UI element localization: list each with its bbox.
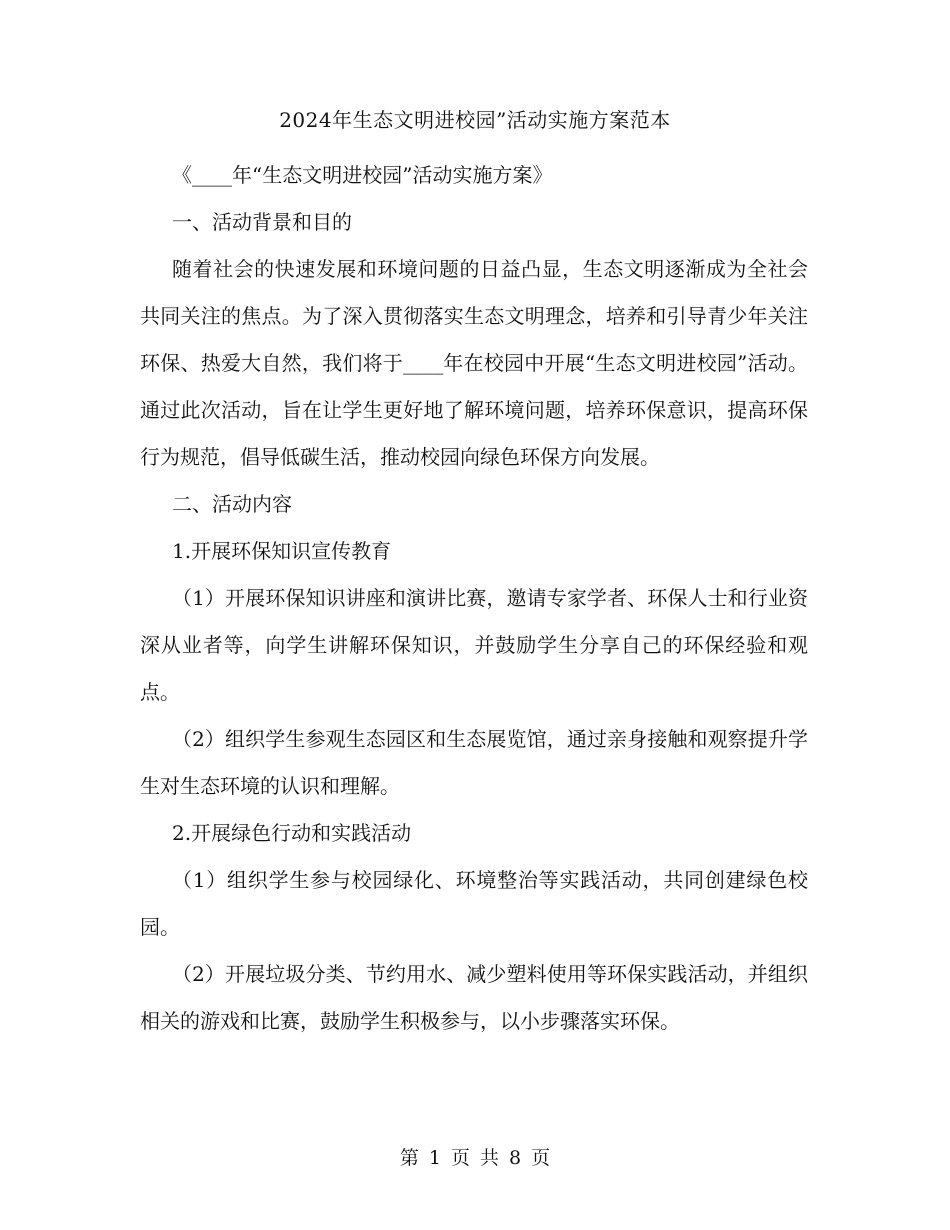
document-title: 2024年生态文明进校园”活动实施方案范本: [279, 108, 671, 132]
item-heading-education: 1.开展环保知识宣传教育: [172, 539, 392, 563]
section-heading-content: 二、活动内容: [172, 492, 292, 516]
paragraph-visits: （2）组织学生参观生态园区和生态展览馆，通过亲身接触和观察提升学生对生态环境的认识和理解。: [140, 727, 808, 798]
paragraph-lectures: （1）开展环保知识讲座和演讲比赛，邀请专家学者、环保人士和行业资深从业者等，向学生讲解环保知识，并鼓励学生分享自己的环保经验和观点。: [140, 586, 808, 704]
document-subtitle: 《____年“生态文明进校园”活动实施方案》: [172, 163, 553, 187]
paragraph-recycling: （2）开展垃圾分类、节约用水、减少塑料使用等环保实践活动，并组织相关的游戏和比赛，鼓励学生积极参与，以小步骤落实环保。: [140, 962, 808, 1033]
page-number: 第 1 页 共 8 页: [399, 1147, 551, 1169]
section-heading-background: 一、活动背景和目的: [172, 210, 352, 234]
item-heading-green-action: 2.开展绿色行动和实践活动: [172, 821, 412, 845]
paragraph-background: 随着社会的快速发展和环境问题的日益凸显，生态文明逐渐成为全社会共同关注的焦点。为了深入贯彻落实生态文明理念，培养和引导青少年关注环保、热爱大自然，我们将于____年在校园中开展“生态文明进校园”活动。通过此次活动，旨在让学生更好地了解环境问题，培养环保意识，提高环保行为规范，倡导低碳生活，推动校园向绿色环保方向发展。: [140, 257, 808, 469]
document-body: [140, 152, 808, 1045]
paragraph-greening: （1）组织学生参与校园绿化、环境整治等实践活动，共同创建绿色校园。: [140, 868, 808, 939]
